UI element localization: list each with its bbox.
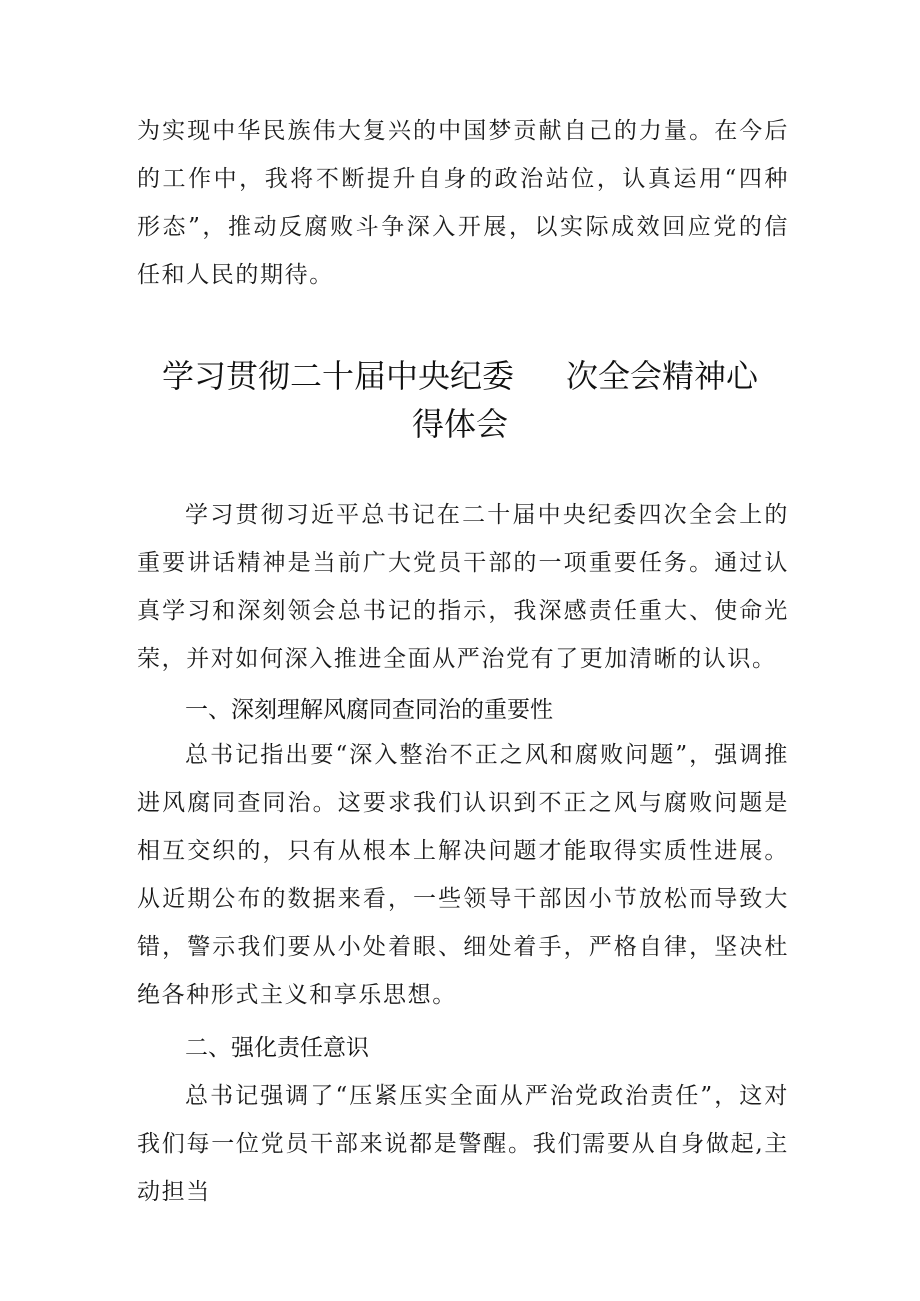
- section-2-paragraph: 总书记强调了“压紧压实全面从严治党政治责任”，这对我们每一位党员干部来说都是警醒。我们需要从自身做起,主动担当: [137, 1083, 789, 1205]
- title-line-1-part-1: 学习贯彻二十届中央纪委: [161, 357, 514, 395]
- section-1-heading: 一、深刻理解风腐同查同治的重要性: [185, 697, 553, 723]
- title-line-1: [120, 352, 800, 400]
- intro-paragraph: 学习贯彻习近平总书记在二十届中央纪委四次全会上的重要讲话精神是当前广大党员干部的一项重要任务。通过认真学习和深刻领会总书记的指示，我深感责任重大、使命光荣，并对如何深入推进全面从严治党有了更加清晰的认识。: [137, 502, 789, 672]
- document-title: [120, 352, 800, 448]
- continuation-paragraph: 为实现中华民族伟大复兴的中国梦贡献自己的力量。在今后的工作中，我将不断提升自身的政治站位，认真运用“四种形态”，推动反腐败斗争深入开展，以实际成效回应党的信任和人民的期待。: [137, 118, 789, 288]
- title-line-2: 得体会: [411, 405, 508, 443]
- section-2-heading: 二、强化责任意识: [185, 1035, 369, 1061]
- title-line-1-part-2: 次全会精神心: [566, 357, 759, 395]
- section-1-paragraph: 总书记指出要“深入整治不正之风和腐败问题”，强调推进风腐同查同治。这要求我们认识到不正之风与腐败问题是相互交织的，只有从根本上解决问题才能取得实质性进展。从近期公布的数据来看，一些领导干部因小节放松而导致大错，警示我们要从小处着眼、细处着手，严格自律，坚决杜绝各种形式主义和享乐思想。: [137, 742, 789, 1008]
